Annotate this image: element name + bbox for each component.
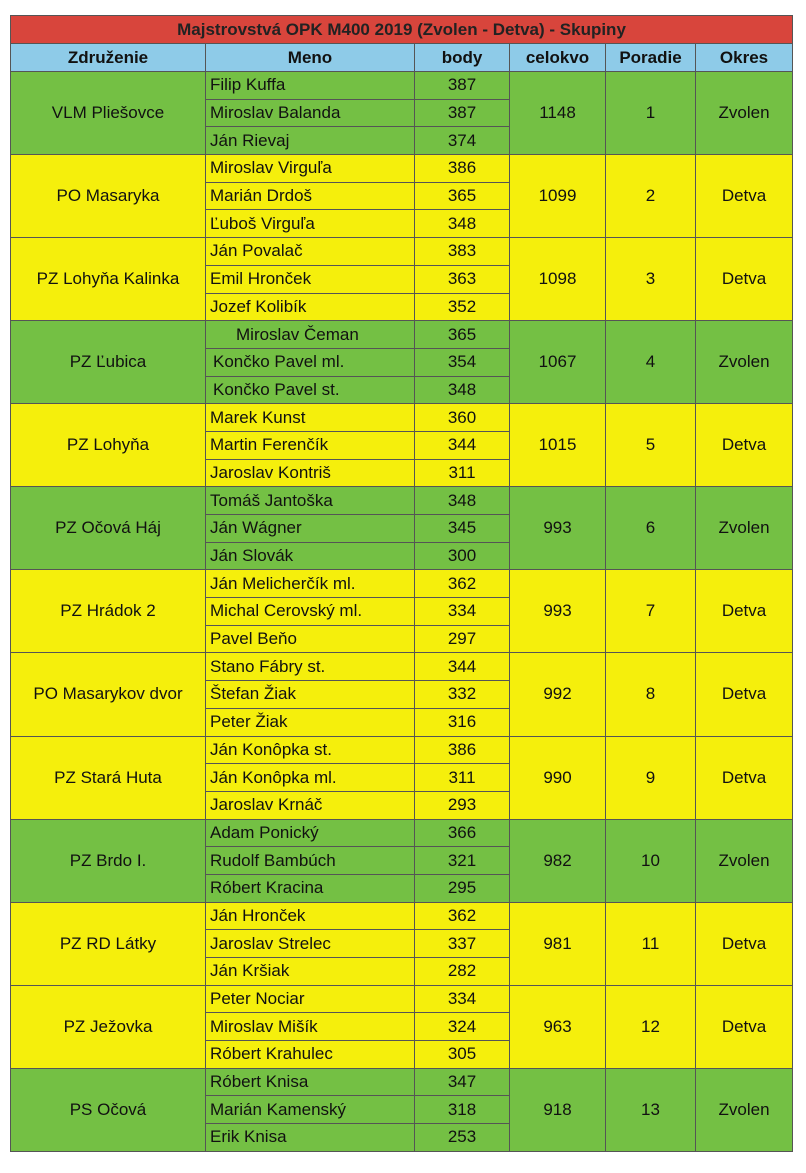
total-cell: 1148 <box>510 72 606 155</box>
member-points-cell: 345 <box>415 515 510 543</box>
member-points-cell: 324 <box>415 1013 510 1041</box>
member-points-cell: 293 <box>415 791 510 819</box>
club-cell: PZ Lohyňa Kalinka <box>11 238 206 321</box>
member-name-cell: Marián Drdoš <box>206 182 415 210</box>
member-name-cell: Peter Žiak <box>206 708 415 736</box>
member-name-cell: Emil Hronček <box>206 265 415 293</box>
member-name-cell: Róbert Knisa <box>206 1068 415 1096</box>
member-points-cell: 366 <box>415 819 510 847</box>
member-name-cell: Ján Hronček <box>206 902 415 930</box>
column-header-club: Združenie <box>11 44 206 72</box>
member-name-cell: Miroslav Virguľa <box>206 155 415 183</box>
total-cell: 992 <box>510 653 606 736</box>
member-points-cell: 386 <box>415 155 510 183</box>
district-cell: Detva <box>696 155 793 238</box>
rank-cell: 13 <box>606 1068 696 1151</box>
club-cell: PO Masaryka <box>11 155 206 238</box>
results-table <box>10 15 793 1152</box>
table-body <box>11 72 793 1152</box>
rank-cell: 3 <box>606 238 696 321</box>
district-cell: Detva <box>696 736 793 819</box>
club-cell: PZ Ježovka <box>11 985 206 1068</box>
club-cell: PS Očová <box>11 1068 206 1151</box>
member-name-cell: Jaroslav Krnáč <box>206 791 415 819</box>
member-points-cell: 337 <box>415 930 510 958</box>
member-points-cell: 253 <box>415 1124 510 1152</box>
results-sheet <box>10 15 792 1152</box>
member-name-cell: Končko Pavel st. <box>206 376 415 404</box>
member-name-cell: Marián Kamenský <box>206 1096 415 1124</box>
district-cell: Detva <box>696 902 793 985</box>
member-points-cell: 387 <box>415 72 510 100</box>
member-name-cell: Erik Knisa <box>206 1124 415 1152</box>
table-row <box>11 238 793 266</box>
member-points-cell: 354 <box>415 348 510 376</box>
member-name-cell: Ján Konôpka st. <box>206 736 415 764</box>
table-row <box>11 155 793 183</box>
member-points-cell: 344 <box>415 431 510 459</box>
total-cell: 1067 <box>510 321 606 404</box>
column-header-total: celokvo <box>510 44 606 72</box>
column-header-rank: Poradie <box>606 44 696 72</box>
total-cell: 993 <box>510 570 606 653</box>
district-cell: Zvolen <box>696 819 793 902</box>
member-name-cell: Rudolf Bambúch <box>206 847 415 875</box>
total-cell: 918 <box>510 1068 606 1151</box>
club-cell: VLM Pliešovce <box>11 72 206 155</box>
member-name-cell: Ján Konôpka ml. <box>206 764 415 792</box>
member-points-cell: 386 <box>415 736 510 764</box>
table-row <box>11 570 793 598</box>
member-name-cell: Michal Cerovský ml. <box>206 598 415 626</box>
club-cell: PZ Očová Háj <box>11 487 206 570</box>
member-name-cell: Róbert Kracina <box>206 874 415 902</box>
total-cell: 963 <box>510 985 606 1068</box>
table-row <box>11 321 793 349</box>
member-points-cell: 348 <box>415 376 510 404</box>
district-cell: Detva <box>696 404 793 487</box>
member-points-cell: 321 <box>415 847 510 875</box>
member-name-cell: Miroslav Čeman <box>206 321 415 349</box>
table-row <box>11 736 793 764</box>
member-points-cell: 374 <box>415 127 510 155</box>
member-points-cell: 352 <box>415 293 510 321</box>
member-points-cell: 334 <box>415 985 510 1013</box>
rank-cell: 6 <box>606 487 696 570</box>
column-header-district: Okres <box>696 44 793 72</box>
member-name-cell: Končko Pavel ml. <box>206 348 415 376</box>
rank-cell: 9 <box>606 736 696 819</box>
table-row <box>11 1068 793 1096</box>
total-cell: 1015 <box>510 404 606 487</box>
member-points-cell: 362 <box>415 902 510 930</box>
member-name-cell: Ján Slovák <box>206 542 415 570</box>
member-points-cell: 365 <box>415 182 510 210</box>
member-points-cell: 347 <box>415 1068 510 1096</box>
rank-cell: 12 <box>606 985 696 1068</box>
table-title: Majstrovstvá OPK M400 2019 (Zvolen - Detva) - Skupiny <box>11 16 793 44</box>
total-cell: 1098 <box>510 238 606 321</box>
member-points-cell: 300 <box>415 542 510 570</box>
club-cell: PZ RD Látky <box>11 902 206 985</box>
club-cell: PZ Stará Huta <box>11 736 206 819</box>
rank-cell: 10 <box>606 819 696 902</box>
rank-cell: 8 <box>606 653 696 736</box>
table-row <box>11 819 793 847</box>
member-name-cell: Adam Ponický <box>206 819 415 847</box>
club-cell: PZ Hrádok 2 <box>11 570 206 653</box>
member-name-cell: Stano Fábry st. <box>206 653 415 681</box>
column-header-points: body <box>415 44 510 72</box>
member-points-cell: 360 <box>415 404 510 432</box>
table-row <box>11 487 793 515</box>
member-name-cell: Róbert Krahulec <box>206 1041 415 1069</box>
district-cell: Detva <box>696 570 793 653</box>
member-points-cell: 316 <box>415 708 510 736</box>
member-name-cell: Pavel Beňo <box>206 625 415 653</box>
rank-cell: 1 <box>606 72 696 155</box>
member-points-cell: 387 <box>415 99 510 127</box>
district-cell: Zvolen <box>696 321 793 404</box>
member-points-cell: 311 <box>415 459 510 487</box>
club-cell: PZ Ľubica <box>11 321 206 404</box>
member-name-cell: Jozef Kolibík <box>206 293 415 321</box>
district-cell: Detva <box>696 653 793 736</box>
member-points-cell: 305 <box>415 1041 510 1069</box>
member-name-cell: Ľuboš Virguľa <box>206 210 415 238</box>
member-name-cell: Ján Wágner <box>206 515 415 543</box>
member-points-cell: 365 <box>415 321 510 349</box>
table-row <box>11 404 793 432</box>
member-name-cell: Štefan Žiak <box>206 681 415 709</box>
member-points-cell: 344 <box>415 653 510 681</box>
member-name-cell: Filip Kuffa <box>206 72 415 100</box>
rank-cell: 7 <box>606 570 696 653</box>
rank-cell: 2 <box>606 155 696 238</box>
member-points-cell: 348 <box>415 210 510 238</box>
member-points-cell: 334 <box>415 598 510 626</box>
member-points-cell: 282 <box>415 958 510 986</box>
table-row <box>11 72 793 100</box>
table-row <box>11 902 793 930</box>
member-points-cell: 318 <box>415 1096 510 1124</box>
member-name-cell: Miroslav Balanda <box>206 99 415 127</box>
member-points-cell: 297 <box>415 625 510 653</box>
column-header-name: Meno <box>206 44 415 72</box>
member-name-cell: Ján Rievaj <box>206 127 415 155</box>
district-cell: Zvolen <box>696 72 793 155</box>
member-name-cell: Martin Ferenčík <box>206 431 415 459</box>
total-cell: 982 <box>510 819 606 902</box>
header-row <box>11 44 793 72</box>
member-points-cell: 348 <box>415 487 510 515</box>
total-cell: 981 <box>510 902 606 985</box>
member-name-cell: Jaroslav Kontriš <box>206 459 415 487</box>
district-cell: Detva <box>696 985 793 1068</box>
member-points-cell: 383 <box>415 238 510 266</box>
rank-cell: 5 <box>606 404 696 487</box>
member-name-cell: Jaroslav Strelec <box>206 930 415 958</box>
club-cell: PO Masarykov dvor <box>11 653 206 736</box>
member-points-cell: 332 <box>415 681 510 709</box>
member-points-cell: 295 <box>415 874 510 902</box>
table-row <box>11 985 793 1013</box>
member-name-cell: Peter Nociar <box>206 985 415 1013</box>
member-name-cell: Ján Povalač <box>206 238 415 266</box>
rank-cell: 4 <box>606 321 696 404</box>
member-name-cell: Marek Kunst <box>206 404 415 432</box>
member-points-cell: 363 <box>415 265 510 293</box>
district-cell: Zvolen <box>696 487 793 570</box>
total-cell: 990 <box>510 736 606 819</box>
member-name-cell: Ján Kršiak <box>206 958 415 986</box>
total-cell: 993 <box>510 487 606 570</box>
district-cell: Zvolen <box>696 1068 793 1151</box>
member-points-cell: 362 <box>415 570 510 598</box>
table-row <box>11 653 793 681</box>
club-cell: PZ Lohyňa <box>11 404 206 487</box>
member-name-cell: Tomáš Jantoška <box>206 487 415 515</box>
rank-cell: 11 <box>606 902 696 985</box>
member-points-cell: 311 <box>415 764 510 792</box>
total-cell: 1099 <box>510 155 606 238</box>
district-cell: Detva <box>696 238 793 321</box>
member-name-cell: Miroslav Mišík <box>206 1013 415 1041</box>
club-cell: PZ Brdo I. <box>11 819 206 902</box>
member-name-cell: Ján Melicherčík ml. <box>206 570 415 598</box>
